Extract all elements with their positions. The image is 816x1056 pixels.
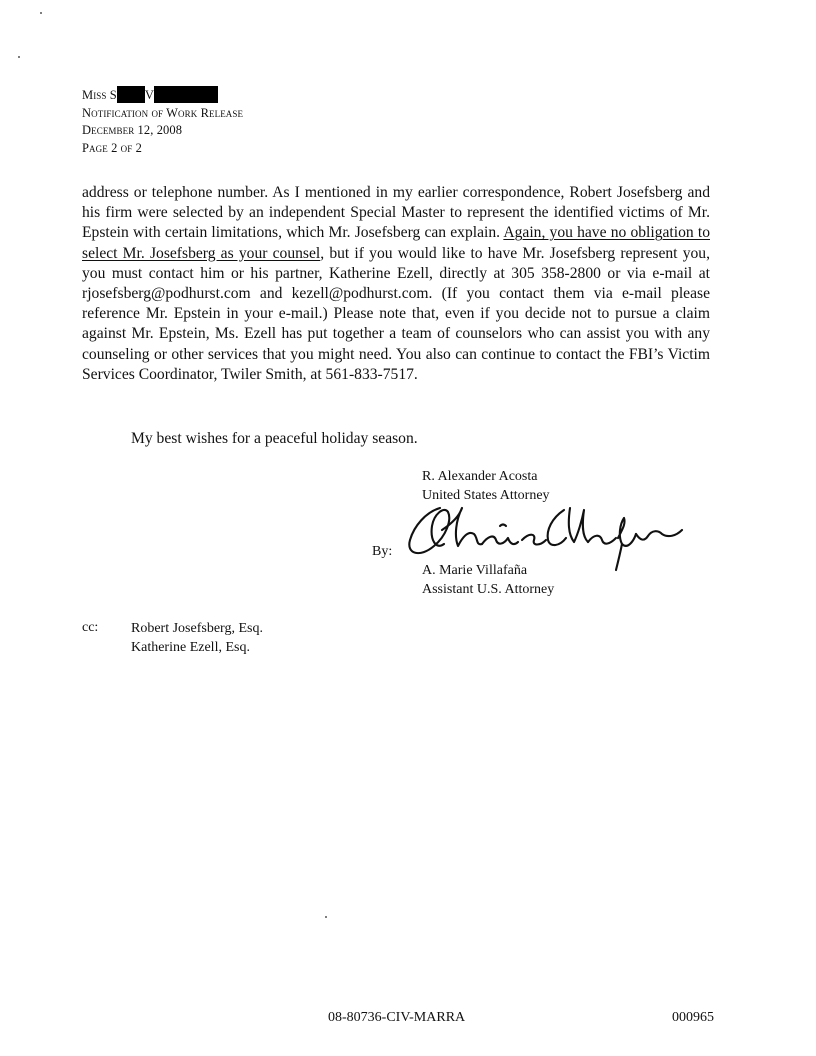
cc-list [131,620,263,657]
case-number: 08-80736-CIV-MARRA [328,1010,466,1025]
scan-speck [325,916,327,918]
body-text-part1: address or telephone number. As I mentioned in my earlier correspondence, Robert Josefsberg and his firm were selected by an independent Special Master to represent the identified victims of Mr. Epstein with certain limitations, which Mr. Josefsberg can explain. [82,184,710,242]
signer-title: Assistant U.S. Attorney [422,581,555,597]
page-number: Page 2 of 2 [82,140,142,155]
body-underlined-text: Again, you have no obligation to select Mr. Josefsberg as your counsel [82,224,710,262]
recipient-mid: V [144,88,154,102]
scan-speck [18,56,20,58]
signatory-name: R. Alexander Acosta [422,469,538,484]
scan-speck [40,12,42,14]
redaction-bar [117,86,145,103]
signer-name: A. Marie Villafaña [422,563,528,578]
subject-line: Notification of Work Release [82,105,244,120]
bates-number: 000965 [672,1010,714,1025]
closing-line: My best wishes for a peaceful holiday season. [131,430,418,447]
body-text-part2: , but if you would like to have Mr. Josefsberg represent you, you must contact him or his partner, Katherine Ezell, directly at 305 358-2800 or via e-mail at rjosefsberg@podhurst.com and kezell@podhurst.com. (If you contact them via e-mail please reference Mr. Epstein in your e-mail.) Please note that, even if you decide not to pursue a claim against Mr. Epstein, Ms. Ezell has put together a team of counselors who can assist you with any counseling or other services that you might need. You also can continue to contact the FBI’s Victim Services Coordinator, Twiler Smith, at 561-833-7517. [82,244,710,383]
cc-recipient: Katherine Ezell, Esq. [131,639,250,655]
body-paragraph [82,183,710,385]
by-label: By: [372,544,393,559]
redaction-bar [154,86,218,103]
date-line: December 12, 2008 [82,123,183,137]
cc-recipient: Robert Josefsberg, Esq. [131,621,263,636]
cc-label: cc: [82,620,99,635]
signatory-title: United States Attorney [422,487,550,503]
letter-header [82,86,243,157]
recipient-prefix: Miss S [82,88,117,102]
signer-block [422,562,554,599]
recipient-line [82,86,243,105]
